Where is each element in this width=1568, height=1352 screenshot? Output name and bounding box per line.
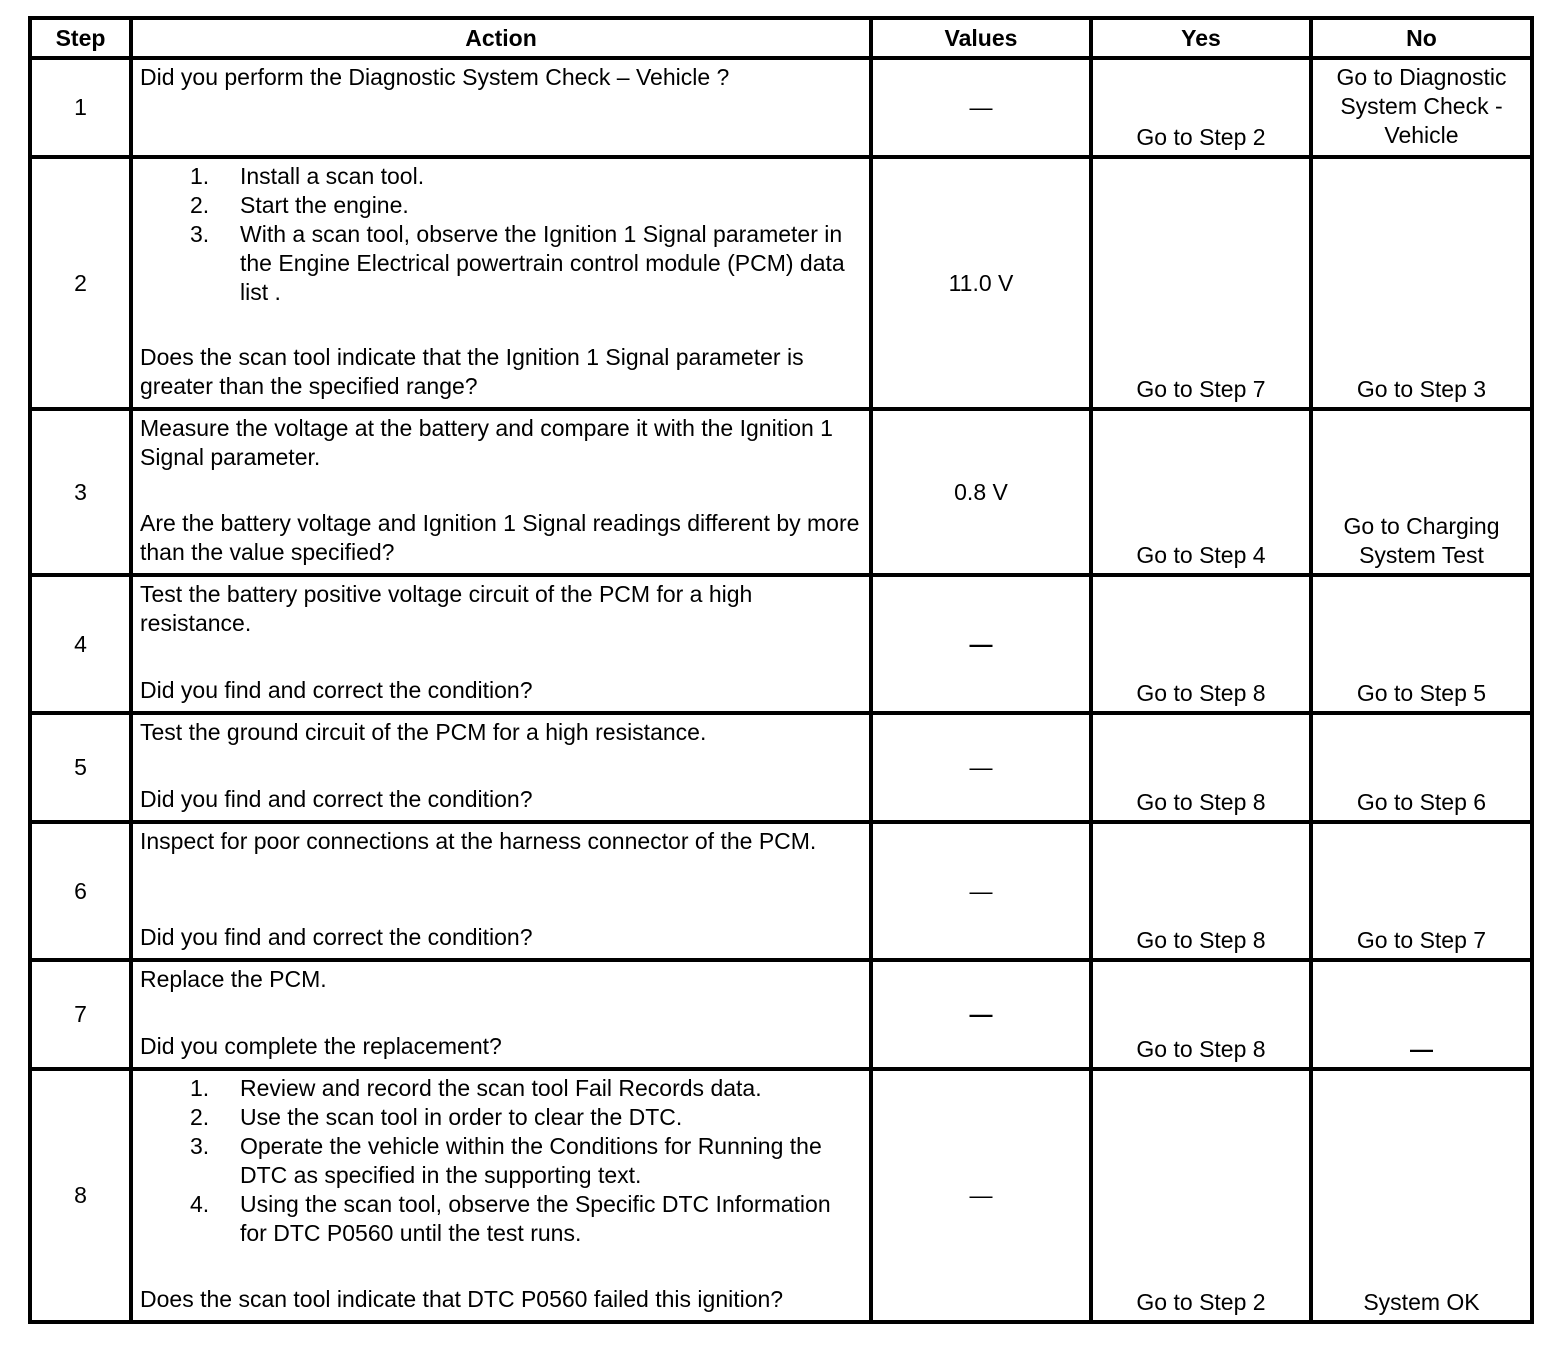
no-line: Vehicle xyxy=(1384,122,1459,148)
header-yes: Yes xyxy=(1091,18,1311,58)
action-text: Test the ground circuit of the PCM for a high resistance. xyxy=(140,719,707,745)
action-text: Measure the voltage at the battery and compare it with the Ignition 1 Signal parameter. xyxy=(140,415,833,470)
list-text: Start the engine. xyxy=(240,192,409,218)
no-cell: System OK xyxy=(1311,1069,1532,1322)
no-cell xyxy=(1311,58,1532,157)
list-text: Using the scan tool, observe the Specific DTC Information for DTC P0560 until the test runs. xyxy=(240,1191,831,1246)
step-number: 3 xyxy=(30,409,131,575)
table-row xyxy=(30,575,1532,713)
yes-cell: Go to Step 2 xyxy=(1091,1069,1311,1322)
yes-cell: Go to Step 7 xyxy=(1091,157,1311,409)
action-text: Did you perform the Diagnostic System Check – Vehicle ? xyxy=(140,64,730,90)
action-question: Are the battery voltage and Ignition 1 Signal readings different by more than the value specified? xyxy=(140,510,860,565)
table-row xyxy=(30,1069,1532,1322)
table-row xyxy=(30,713,1532,822)
step-number: 1 xyxy=(30,58,131,157)
action-question: Does the scan tool indicate that the Ignition 1 Signal parameter is greater than the specified range? xyxy=(140,344,804,399)
value-cell: — xyxy=(871,58,1091,157)
list-number: 2. xyxy=(190,192,210,218)
yes-cell: Go to Step 8 xyxy=(1091,822,1311,960)
yes-cell: Go to Step 2 xyxy=(1091,58,1311,157)
action-question: Did you find and correct the condition? xyxy=(140,786,533,812)
action-cell xyxy=(131,713,871,822)
action-cell xyxy=(131,157,871,409)
action-cell xyxy=(131,575,871,713)
no-cell: Go to Step 7 xyxy=(1311,822,1532,960)
step-number: 5 xyxy=(30,713,131,822)
list-text: Use the scan tool in order to clear the DTC. xyxy=(240,1104,683,1130)
action-cell xyxy=(131,1069,871,1322)
list-text: Install a scan tool. xyxy=(240,163,425,189)
yes-cell: Go to Step 8 xyxy=(1091,960,1311,1069)
list-item xyxy=(140,162,861,191)
list-item xyxy=(140,1074,861,1103)
no-cell: Go to Step 6 xyxy=(1311,713,1532,822)
action-text: Inspect for poor connections at the harness connector of the PCM. xyxy=(140,828,817,854)
header-values: Values xyxy=(871,18,1091,58)
list-text: Operate the vehicle within the Conditions for Running the DTC as specified in the supporting text. xyxy=(240,1133,822,1188)
list-number: 3. xyxy=(190,221,210,247)
list-text: With a scan tool, observe the Ignition 1 Signal parameter in the Engine Electrical powertrain control module (PCM) data list . xyxy=(240,221,845,305)
table-row xyxy=(30,157,1532,409)
diagnostic-table xyxy=(28,16,1534,1324)
list-number: 1. xyxy=(190,163,210,189)
no-cell: Go to Step 3 xyxy=(1311,157,1532,409)
action-question: Did you find and correct the condition? xyxy=(140,924,533,950)
action-question: Did you find and correct the condition? xyxy=(140,677,533,703)
list-number: 2. xyxy=(190,1104,210,1130)
value-cell: — xyxy=(871,822,1091,960)
action-text: Replace the PCM. xyxy=(140,966,327,992)
list-text: Review and record the scan tool Fail Records data. xyxy=(240,1075,762,1101)
list-item xyxy=(140,191,861,220)
action-text: Test the battery positive voltage circuit of the PCM for a high resistance. xyxy=(140,581,753,636)
list-item xyxy=(140,220,861,307)
step-number: 8 xyxy=(30,1069,131,1322)
action-cell xyxy=(131,960,871,1069)
value-cell: 0.8 V xyxy=(871,409,1091,575)
table-row xyxy=(30,822,1532,960)
header-step: Step xyxy=(30,18,131,58)
header-row xyxy=(30,18,1532,58)
table-row xyxy=(30,58,1532,157)
yes-cell: Go to Step 8 xyxy=(1091,713,1311,822)
value-cell: — xyxy=(871,1069,1091,1322)
value-cell: 11.0 V xyxy=(871,157,1091,409)
list-number: 4. xyxy=(190,1191,210,1217)
action-cell xyxy=(131,58,871,157)
value-cell: — xyxy=(871,713,1091,822)
no-line: Go to Diagnostic xyxy=(1336,64,1507,90)
header-action: Action xyxy=(131,18,871,58)
table-row xyxy=(30,960,1532,1069)
no-line: System Test xyxy=(1359,542,1484,568)
step-number: 7 xyxy=(30,960,131,1069)
action-steps-list xyxy=(140,162,861,307)
action-question: Did you complete the replacement? xyxy=(140,1033,502,1059)
table-row xyxy=(30,409,1532,575)
yes-cell: Go to Step 4 xyxy=(1091,409,1311,575)
action-steps-list xyxy=(140,1074,861,1248)
action-cell xyxy=(131,822,871,960)
list-item xyxy=(140,1132,861,1190)
list-item xyxy=(140,1103,861,1132)
no-cell: — xyxy=(1311,960,1532,1069)
list-number: 1. xyxy=(190,1075,210,1101)
no-line: Go to Charging xyxy=(1343,513,1500,539)
list-number: 3. xyxy=(190,1133,210,1159)
step-number: 2 xyxy=(30,157,131,409)
value-cell: — xyxy=(871,575,1091,713)
value-cell: — xyxy=(871,960,1091,1069)
yes-cell: Go to Step 8 xyxy=(1091,575,1311,713)
header-no: No xyxy=(1311,18,1532,58)
no-cell: Go to Step 5 xyxy=(1311,575,1532,713)
action-question: Does the scan tool indicate that DTC P0560 failed this ignition? xyxy=(140,1286,784,1312)
step-number: 6 xyxy=(30,822,131,960)
step-number: 4 xyxy=(30,575,131,713)
no-cell xyxy=(1311,409,1532,575)
list-item xyxy=(140,1190,861,1248)
action-cell xyxy=(131,409,871,575)
no-line: System Check - xyxy=(1340,93,1503,119)
